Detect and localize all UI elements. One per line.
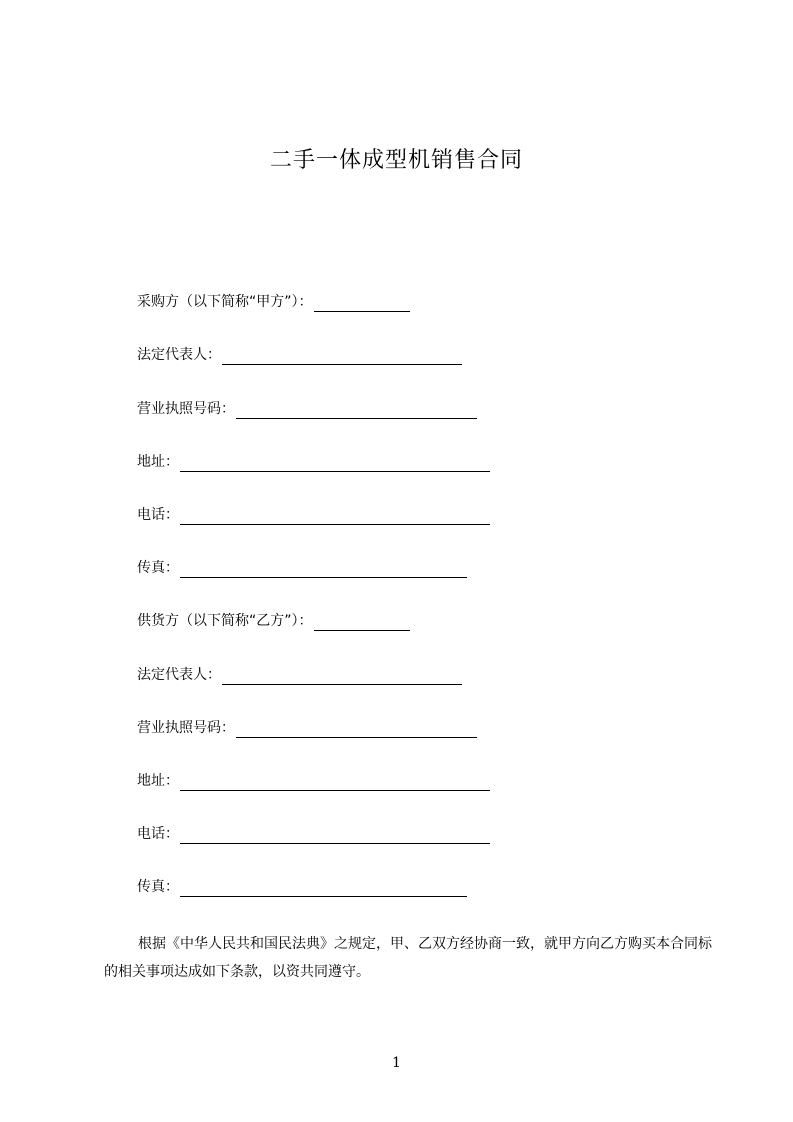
seller-legal-rep-blank[interactable] xyxy=(222,669,462,685)
seller-address-label: 地址： xyxy=(137,773,179,789)
seller-fax-label: 传真： xyxy=(137,879,179,895)
buyer-address-blank[interactable] xyxy=(180,456,490,472)
buyer-legal-rep-label: 法定代表人： xyxy=(137,347,221,363)
buyer-phone-blank[interactable] xyxy=(180,509,490,525)
document-title: 二手一体成型机销售合同 xyxy=(269,148,523,173)
seller-party-blank[interactable] xyxy=(314,615,410,631)
buyer-party-blank[interactable] xyxy=(314,296,410,312)
seller-phone-blank[interactable] xyxy=(180,828,490,844)
seller-party-label: 供货方（以下简称“乙方”）： xyxy=(137,613,313,629)
seller-license-label: 营业执照号码： xyxy=(137,720,235,736)
buyer-fax-label: 传真： xyxy=(137,560,179,576)
buyer-party-label: 采购方（以下简称“甲方”）： xyxy=(137,294,313,310)
buyer-address-label: 地址： xyxy=(137,454,179,470)
seller-legal-rep-field xyxy=(137,665,462,685)
seller-license-blank[interactable] xyxy=(236,722,477,738)
seller-address-field xyxy=(137,771,490,791)
buyer-license-label: 营业执照号码： xyxy=(137,401,235,417)
seller-legal-rep-label: 法定代表人： xyxy=(137,667,221,683)
buyer-fax-field xyxy=(137,558,467,578)
seller-fax-blank[interactable] xyxy=(180,881,467,897)
buyer-phone-field xyxy=(137,505,490,525)
seller-party-field xyxy=(137,611,410,631)
buyer-legal-rep-blank[interactable] xyxy=(222,349,462,365)
intro-paragraph-text: 根据《中华人民共和国民法典》之规定，甲、乙双方经协商一致，就甲方向乙方购买本合同标的相关事项达成如下条款，以资共同遵守。 xyxy=(104,936,712,980)
intro-paragraph xyxy=(104,930,714,986)
buyer-address-field xyxy=(137,452,490,472)
seller-phone-label: 电话： xyxy=(137,826,179,842)
seller-address-blank[interactable] xyxy=(180,775,490,791)
seller-phone-field xyxy=(137,824,490,844)
buyer-fax-blank[interactable] xyxy=(180,562,467,578)
buyer-legal-rep-field xyxy=(137,345,462,365)
seller-fax-field xyxy=(137,877,467,897)
page-number: 1 xyxy=(392,1055,401,1071)
buyer-license-field xyxy=(137,399,477,419)
seller-license-field xyxy=(137,718,477,738)
buyer-party-field xyxy=(137,292,410,312)
buyer-license-blank[interactable] xyxy=(236,403,477,419)
buyer-phone-label: 电话： xyxy=(137,507,179,523)
